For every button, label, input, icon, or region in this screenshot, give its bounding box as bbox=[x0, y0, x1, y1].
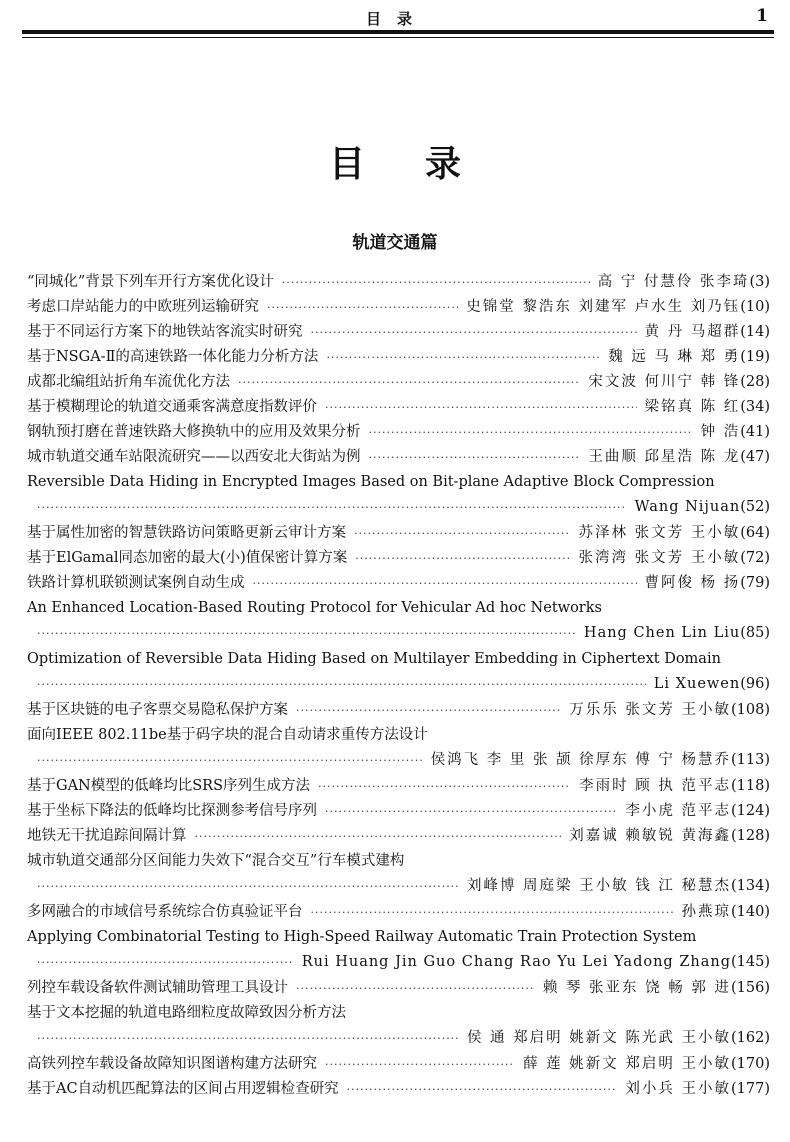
entry-title: 基于NSGA-Ⅱ的高速铁路一体化能力分析方法 bbox=[27, 349, 319, 365]
entry-authors: 钟 浩 bbox=[700, 424, 741, 440]
entry-title: 地铁无干扰追踪间隔计算 bbox=[27, 828, 187, 844]
entry-page: (34) bbox=[740, 399, 770, 415]
toc-entry[interactable] bbox=[27, 447, 770, 472]
dot-leader bbox=[37, 877, 459, 897]
entry-authors: 李小虎 范平志 bbox=[625, 803, 731, 819]
toc-entry[interactable] bbox=[27, 1003, 770, 1054]
entry-authors: 宋文波 何川宁 韩 锋 bbox=[588, 374, 741, 390]
toc-entry[interactable] bbox=[27, 523, 770, 548]
entry-authors: 高 宁 付慧伶 张李琦 bbox=[597, 274, 750, 290]
dot-leader bbox=[311, 323, 637, 343]
table-of-contents bbox=[27, 272, 770, 1104]
entry-title: 面向IEEE 802.11be基于码字块的混合自动请求重传方法设计 bbox=[27, 727, 428, 743]
entry-title: 城市轨道交通车站限流研究——以西安北大街站为例 bbox=[27, 449, 361, 465]
entry-page: (156) bbox=[731, 980, 770, 996]
entry-authors: 张湾湾 张文芳 王小敏 bbox=[578, 550, 741, 566]
entry-title: 基于GAN模型的低峰均比SRS序列生成方法 bbox=[27, 778, 311, 794]
toc-entry[interactable] bbox=[27, 422, 770, 447]
page-number: 1 bbox=[756, 6, 768, 26]
running-head-title: 目录 bbox=[365, 10, 428, 28]
entry-authors: 梁铭真 陈 红 bbox=[644, 399, 741, 415]
dot-leader bbox=[37, 1029, 459, 1049]
entry-authors: 苏泽林 张文芳 王小敏 bbox=[578, 525, 741, 541]
entry-page: (3) bbox=[749, 274, 770, 290]
entry-authors: Li Xuewen bbox=[653, 676, 741, 692]
toc-entry[interactable] bbox=[27, 826, 770, 851]
entry-page: (64) bbox=[740, 525, 770, 541]
entry-authors: 王曲顺 邱星浩 陈 龙 bbox=[588, 449, 741, 465]
dot-leader bbox=[326, 348, 600, 368]
toc-entry[interactable] bbox=[27, 573, 770, 598]
entry-page: (124) bbox=[731, 803, 770, 819]
entry-title: 城市轨道交通部分区间能力失效下“混合交互”行车模式建构 bbox=[27, 853, 405, 869]
dot-leader bbox=[369, 423, 693, 443]
entry-page: (96) bbox=[740, 676, 770, 692]
dot-leader bbox=[267, 298, 458, 318]
dot-leader bbox=[311, 903, 674, 923]
entry-title: Applying Combinatorial Testing to High-Speed Railway Automatic Train Protection System bbox=[27, 929, 697, 945]
entry-authors: 李雨时 顾 执 范平志 bbox=[579, 778, 731, 794]
entry-authors: Rui Huang Jin Guo Chang Rao Yu Lei Yadong Zhang bbox=[301, 954, 731, 970]
entry-title: 基于文本挖掘的轨道电路细粒度故障致因分析方法 bbox=[27, 1005, 346, 1021]
entry-page: (177) bbox=[731, 1081, 770, 1097]
entry-authors: 曹阿俊 杨 扬 bbox=[644, 575, 741, 591]
entry-page: (10) bbox=[740, 299, 770, 315]
dot-leader bbox=[355, 549, 570, 569]
entry-page: (145) bbox=[731, 954, 770, 970]
entry-authors: Wang Nijuan bbox=[634, 499, 741, 515]
toc-entry[interactable] bbox=[27, 801, 770, 826]
entry-authors: 赖 琴 张亚东 饶 畅 郭 进 bbox=[542, 980, 731, 996]
entry-page: (28) bbox=[740, 374, 770, 390]
entry-authors: 刘嘉诚 赖敏锐 黄海鑫 bbox=[569, 828, 731, 844]
entry-authors: 侯 通 郑启明 姚新文 陈光武 王小敏 bbox=[466, 1030, 731, 1046]
toc-entry[interactable] bbox=[27, 776, 770, 801]
entry-title: 基于不同运行方案下的地铁站客流实时研究 bbox=[27, 324, 303, 340]
entry-title: 基于模糊理论的轨道交通乘客满意度指数评价 bbox=[27, 399, 317, 415]
entry-authors: 刘峰博 周庭梁 王小敏 钱 江 秘慧杰 bbox=[466, 878, 731, 894]
entry-title: 成都北编组站折角车流优化方法 bbox=[27, 374, 230, 390]
toc-entry[interactable] bbox=[27, 272, 770, 297]
entry-title: 基于区块链的电子客票交易隐私保护方案 bbox=[27, 702, 288, 718]
entry-title: 基于ElGamal同态加密的最大(小)值保密计算方案 bbox=[27, 550, 348, 566]
section-title: 轨道交通篇 bbox=[352, 233, 438, 253]
toc-entry[interactable] bbox=[27, 372, 770, 397]
entry-page: (72) bbox=[740, 550, 770, 566]
dot-leader bbox=[282, 273, 590, 293]
entry-title: 考虑口岸站能力的中欧班列运输研究 bbox=[27, 299, 259, 315]
dot-leader bbox=[325, 1055, 515, 1075]
toc-entry[interactable] bbox=[27, 1054, 770, 1079]
entry-page: (41) bbox=[740, 424, 770, 440]
entry-authors: 万乐乐 张文芳 王小敏 bbox=[569, 702, 731, 718]
entry-title: 列控车载设备软件测试辅助管理工具设计 bbox=[27, 980, 288, 996]
toc-entry[interactable] bbox=[27, 347, 770, 372]
entry-page: (108) bbox=[731, 702, 770, 718]
entry-authors: 黄 丹 马超群 bbox=[644, 324, 741, 340]
entry-authors: 侯鸿飞 李 里 张 颉 徐厚东 傅 宁 杨慧乔 bbox=[430, 752, 731, 768]
entry-page: (79) bbox=[740, 575, 770, 591]
toc-entry[interactable] bbox=[27, 725, 770, 776]
entry-page: (170) bbox=[731, 1056, 770, 1072]
dot-leader bbox=[37, 498, 627, 518]
entry-authors: 孙燕琼 bbox=[681, 904, 731, 920]
dot-leader bbox=[37, 675, 646, 695]
entry-page: (128) bbox=[731, 828, 770, 844]
dot-leader bbox=[369, 448, 581, 468]
toc-entry[interactable] bbox=[27, 598, 770, 649]
entry-title: 基于AC自动机匹配算法的区间占用逻辑检查研究 bbox=[27, 1081, 339, 1097]
dot-leader bbox=[347, 1080, 618, 1100]
entry-page: (162) bbox=[731, 1030, 770, 1046]
entry-page: (14) bbox=[740, 324, 770, 340]
dot-leader bbox=[37, 953, 294, 973]
entry-title: 基于坐标下降法的低峰均比探测参考信号序列 bbox=[27, 803, 317, 819]
entry-page: (52) bbox=[740, 499, 770, 515]
entry-title: An Enhanced Location-Based Routing Protocol for Vehicular Ad hoc Networks bbox=[27, 600, 602, 616]
entry-authors: 刘小兵 王小敏 bbox=[625, 1081, 731, 1097]
entry-page: (19) bbox=[740, 349, 770, 365]
entry-title: 铁路计算机联锁测试案例自动生成 bbox=[27, 575, 245, 591]
entry-title: Optimization of Reversible Data Hiding Based on Multilayer Embedding in Ciphertext Domain bbox=[27, 651, 721, 667]
toc-entry[interactable] bbox=[27, 397, 770, 422]
entry-title: 钢轨预打磨在普速铁路大修换轨中的应用及效果分析 bbox=[27, 424, 361, 440]
toc-entry[interactable] bbox=[27, 1079, 770, 1104]
dot-leader bbox=[37, 624, 576, 644]
toc-entry[interactable] bbox=[27, 649, 770, 700]
dot-leader bbox=[296, 979, 535, 999]
toc-entry[interactable] bbox=[27, 297, 770, 322]
entry-authors: 魏 远 马 琳 郑 勇 bbox=[608, 349, 741, 365]
entry-page: (140) bbox=[731, 904, 770, 920]
dot-leader bbox=[325, 398, 637, 418]
toc-entry[interactable] bbox=[27, 322, 770, 347]
entry-title: 高铁列控车载设备故障知识图谱构建方法研究 bbox=[27, 1056, 317, 1072]
toc-entry[interactable] bbox=[27, 927, 770, 978]
page-title: 目录 bbox=[328, 143, 521, 185]
dot-leader bbox=[296, 701, 561, 721]
entry-title: Reversible Data Hiding in Encrypted Images Based on Bit-plane Adaptive Block Compression bbox=[27, 474, 715, 490]
toc-entry[interactable] bbox=[27, 902, 770, 927]
header-rule-thin bbox=[22, 37, 774, 38]
dot-leader bbox=[195, 827, 562, 847]
entry-authors: 史锦堂 黎浩东 刘建军 卢水生 刘乃钰 bbox=[466, 299, 741, 315]
header-rule-thick bbox=[22, 30, 774, 34]
dot-leader bbox=[354, 524, 571, 544]
entry-title: 基于属性加密的智慧铁路访问策略更新云审计方案 bbox=[27, 525, 346, 541]
toc-entry[interactable] bbox=[27, 978, 770, 1003]
entry-page: (47) bbox=[740, 449, 770, 465]
dot-leader bbox=[37, 751, 423, 771]
entry-page: (118) bbox=[731, 778, 770, 794]
entry-title: “同城化”背景下列车开行方案优化设计 bbox=[27, 274, 274, 290]
entry-page: (113) bbox=[731, 752, 770, 768]
toc-entry[interactable] bbox=[27, 700, 770, 725]
dot-leader bbox=[238, 373, 580, 393]
dot-leader bbox=[325, 802, 617, 822]
entry-authors: 薛 莲 姚新文 郑启明 王小敏 bbox=[523, 1056, 731, 1072]
entry-authors: Hang Chen Lin Liu bbox=[583, 625, 741, 641]
dot-leader bbox=[318, 777, 571, 797]
toc-entry[interactable] bbox=[27, 851, 770, 902]
entry-page: (134) bbox=[731, 878, 770, 894]
running-head bbox=[22, 6, 772, 30]
toc-entry[interactable] bbox=[27, 472, 770, 523]
entry-title: 多网融合的市域信号系统综合仿真验证平台 bbox=[27, 904, 303, 920]
toc-entry[interactable] bbox=[27, 548, 770, 573]
entry-page: (85) bbox=[740, 625, 770, 641]
dot-leader bbox=[253, 574, 637, 594]
